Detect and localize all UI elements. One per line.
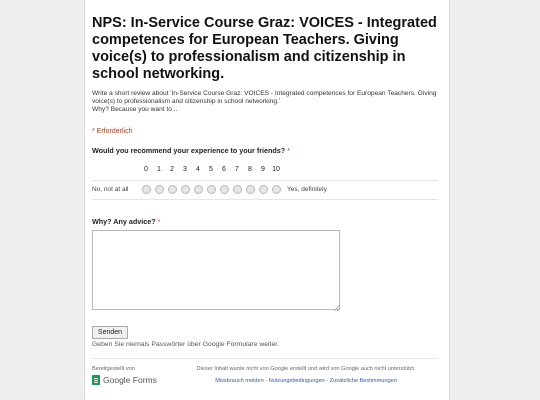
scale-radio-9[interactable] — [259, 185, 268, 194]
scale-number-8: 8 — [248, 166, 252, 173]
scale-radio-7[interactable] — [233, 185, 242, 194]
form-title: NPS: In-Service Course Graz: VOICES - Integrated competences for European Teachers. Giving voice(s) to professionalism and citizenship in school networking. — [92, 15, 437, 82]
additional-terms-link[interactable]: Zusätzliche Bestimmungen — [329, 378, 397, 384]
report-abuse-link[interactable]: Missbrauch melden — [215, 378, 264, 384]
powered-by-label: Bereitgestellt von — [92, 366, 135, 372]
question-recommend-label — [92, 146, 290, 155]
scale-number-1: 1 — [157, 166, 161, 173]
question-advice-text: Why? Any advice? — [92, 217, 156, 226]
scale-radio-1[interactable] — [155, 185, 164, 194]
scale-radio-4[interactable] — [194, 185, 203, 194]
scale-divider-bottom — [92, 199, 438, 200]
terms-link[interactable]: Nutzungsbedingungen — [268, 378, 325, 384]
scale-number-10: 10 — [272, 166, 280, 173]
footer-separator: - — [263, 378, 269, 384]
advice-textarea[interactable] — [92, 230, 340, 310]
footer-disclaimer: Dieser Inhalt wurde nicht von Google erstellt und wird von Google auch nicht unterstützt. — [196, 366, 416, 372]
footer-separator: - — [324, 378, 330, 384]
scale-number-6: 6 — [222, 166, 226, 173]
scale-radio-8[interactable] — [246, 185, 255, 194]
form-description — [92, 90, 442, 114]
scale-radio-2[interactable] — [168, 185, 177, 194]
scale-row — [92, 184, 342, 196]
scale-radio-5[interactable] — [207, 185, 216, 194]
scale-number-4: 4 — [196, 166, 200, 173]
question-recommend-text: Would you recommend your experience to your friends? — [92, 146, 286, 155]
footer-links — [171, 378, 441, 384]
scale-radio-6[interactable] — [220, 185, 229, 194]
scale-radio-3[interactable] — [181, 185, 190, 194]
scale-number-2: 2 — [170, 166, 174, 173]
scale-number-0: 0 — [144, 166, 148, 173]
scale-number-7: 7 — [235, 166, 239, 173]
google-forms-icon — [92, 375, 100, 385]
scale-number-3: 3 — [183, 166, 187, 173]
footer-divider — [92, 358, 438, 359]
scale-radio-0[interactable] — [142, 185, 151, 194]
scale-high-label: Yes, definitely — [287, 186, 327, 193]
google-forms-brand: Google Forms — [103, 375, 157, 385]
form-description-why: Why? Because you want to .. — [92, 106, 178, 113]
scale-number-9: 9 — [261, 166, 265, 173]
question-advice-label — [92, 217, 160, 226]
scale-radio-10[interactable] — [272, 185, 281, 194]
required-asterisk: * — [287, 146, 290, 155]
password-warning: Geben Sie niemals Passwörter über Google Formulare weiter. — [92, 341, 280, 348]
resize-handle-icon[interactable] — [334, 305, 340, 311]
form-description-text: Write a short review about 'In-Service Course Graz: VOICES - Integrated competences for European Teachers. Giving voice(s) to professionalism and citizenship in school networking.' — [92, 90, 437, 105]
scale-low-label: No, not at all — [92, 186, 129, 193]
required-asterisk: * — [157, 217, 161, 226]
form-card — [84, 0, 450, 400]
required-note: * Erforderlich — [92, 128, 133, 135]
scale-divider-top — [92, 180, 438, 181]
scale-number-5: 5 — [209, 166, 213, 173]
submit-button[interactable]: Senden — [92, 326, 128, 339]
